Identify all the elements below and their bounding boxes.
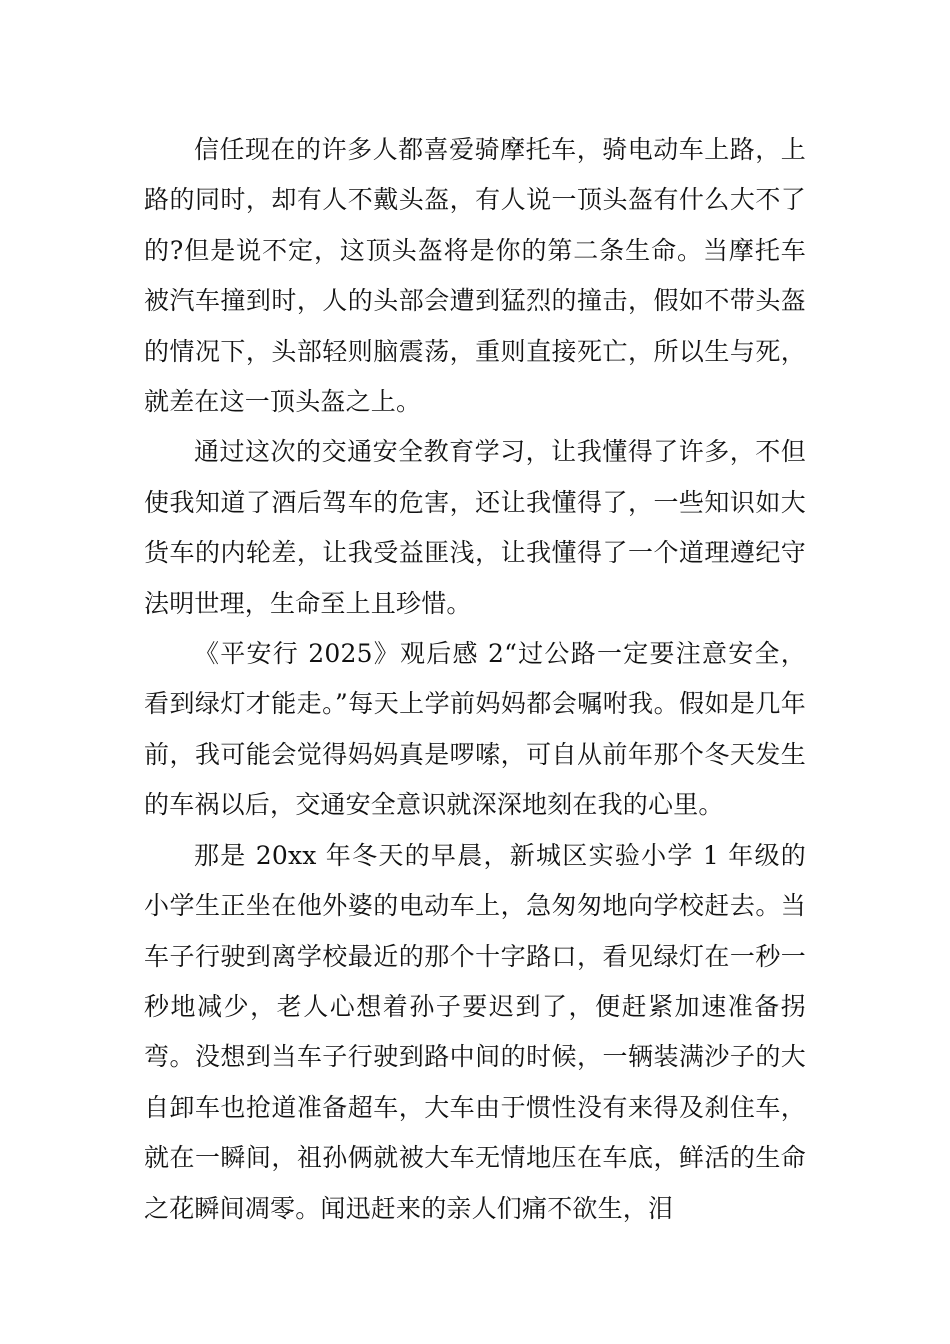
- paragraph-2: 通过这次的交通安全教育学习，让我懂得了许多，不但使我知道了酒后驾车的危害，还让我懂得了，一些知识如大货车的内轮差，让我受益匪浅，让我懂得了一个道理遵纪守法明世理，生命至上且珍惜。: [144, 437, 806, 618]
- paragraph-1: 信任现在的许多人都喜爱骑摩托车，骑电动车上路，上路的同时，却有人不戴头盔，有人说一顶头盔有什么大不了的?但是说不定，这顶头盔将是你的第二条生命。当摩托车被汽车撞到时，人的头部会遭到猛烈的撞击，假如不带头盔的情况下，头部轻则脑震荡，重则直接死亡，所以生与死，就差在这一顶头盔之上。: [144, 135, 806, 417]
- document-body: [144, 125, 806, 1234]
- paragraph-4: 那是 20xx 年冬天的早晨，新城区实验小学 1 年级的小学生正坐在他外婆的电动车上，急匆匆地向学校赶去。当车子行驶到离学校最近的那个十字路口，看见绿灯在一秒一秒地减少，老人心想着孙子要迟到了，便赶紧加速准备拐弯。没想到当车子行驶到路中间的时候，一辆装满沙子的大自卸车也抢道准备超车，大车由于惯性没有来得及刹住车，就在一瞬间，祖孙俩就被大车无情地压在车底，鲜活的生命之花瞬间凋零。闻迅赶来的亲人们痛不欲生，泪: [144, 840, 806, 1223]
- paragraph-3: 《平安行 2025》观后感 2“过公路一定要注意安全，看到绿灯才能走。”每天上学前妈妈都会嘱咐我。假如是几年前，我可能会觉得妈妈真是啰嗦，可自从前年那个冬天发生的车祸以后，交通安全意识就深深地刻在我的心里。: [144, 639, 806, 820]
